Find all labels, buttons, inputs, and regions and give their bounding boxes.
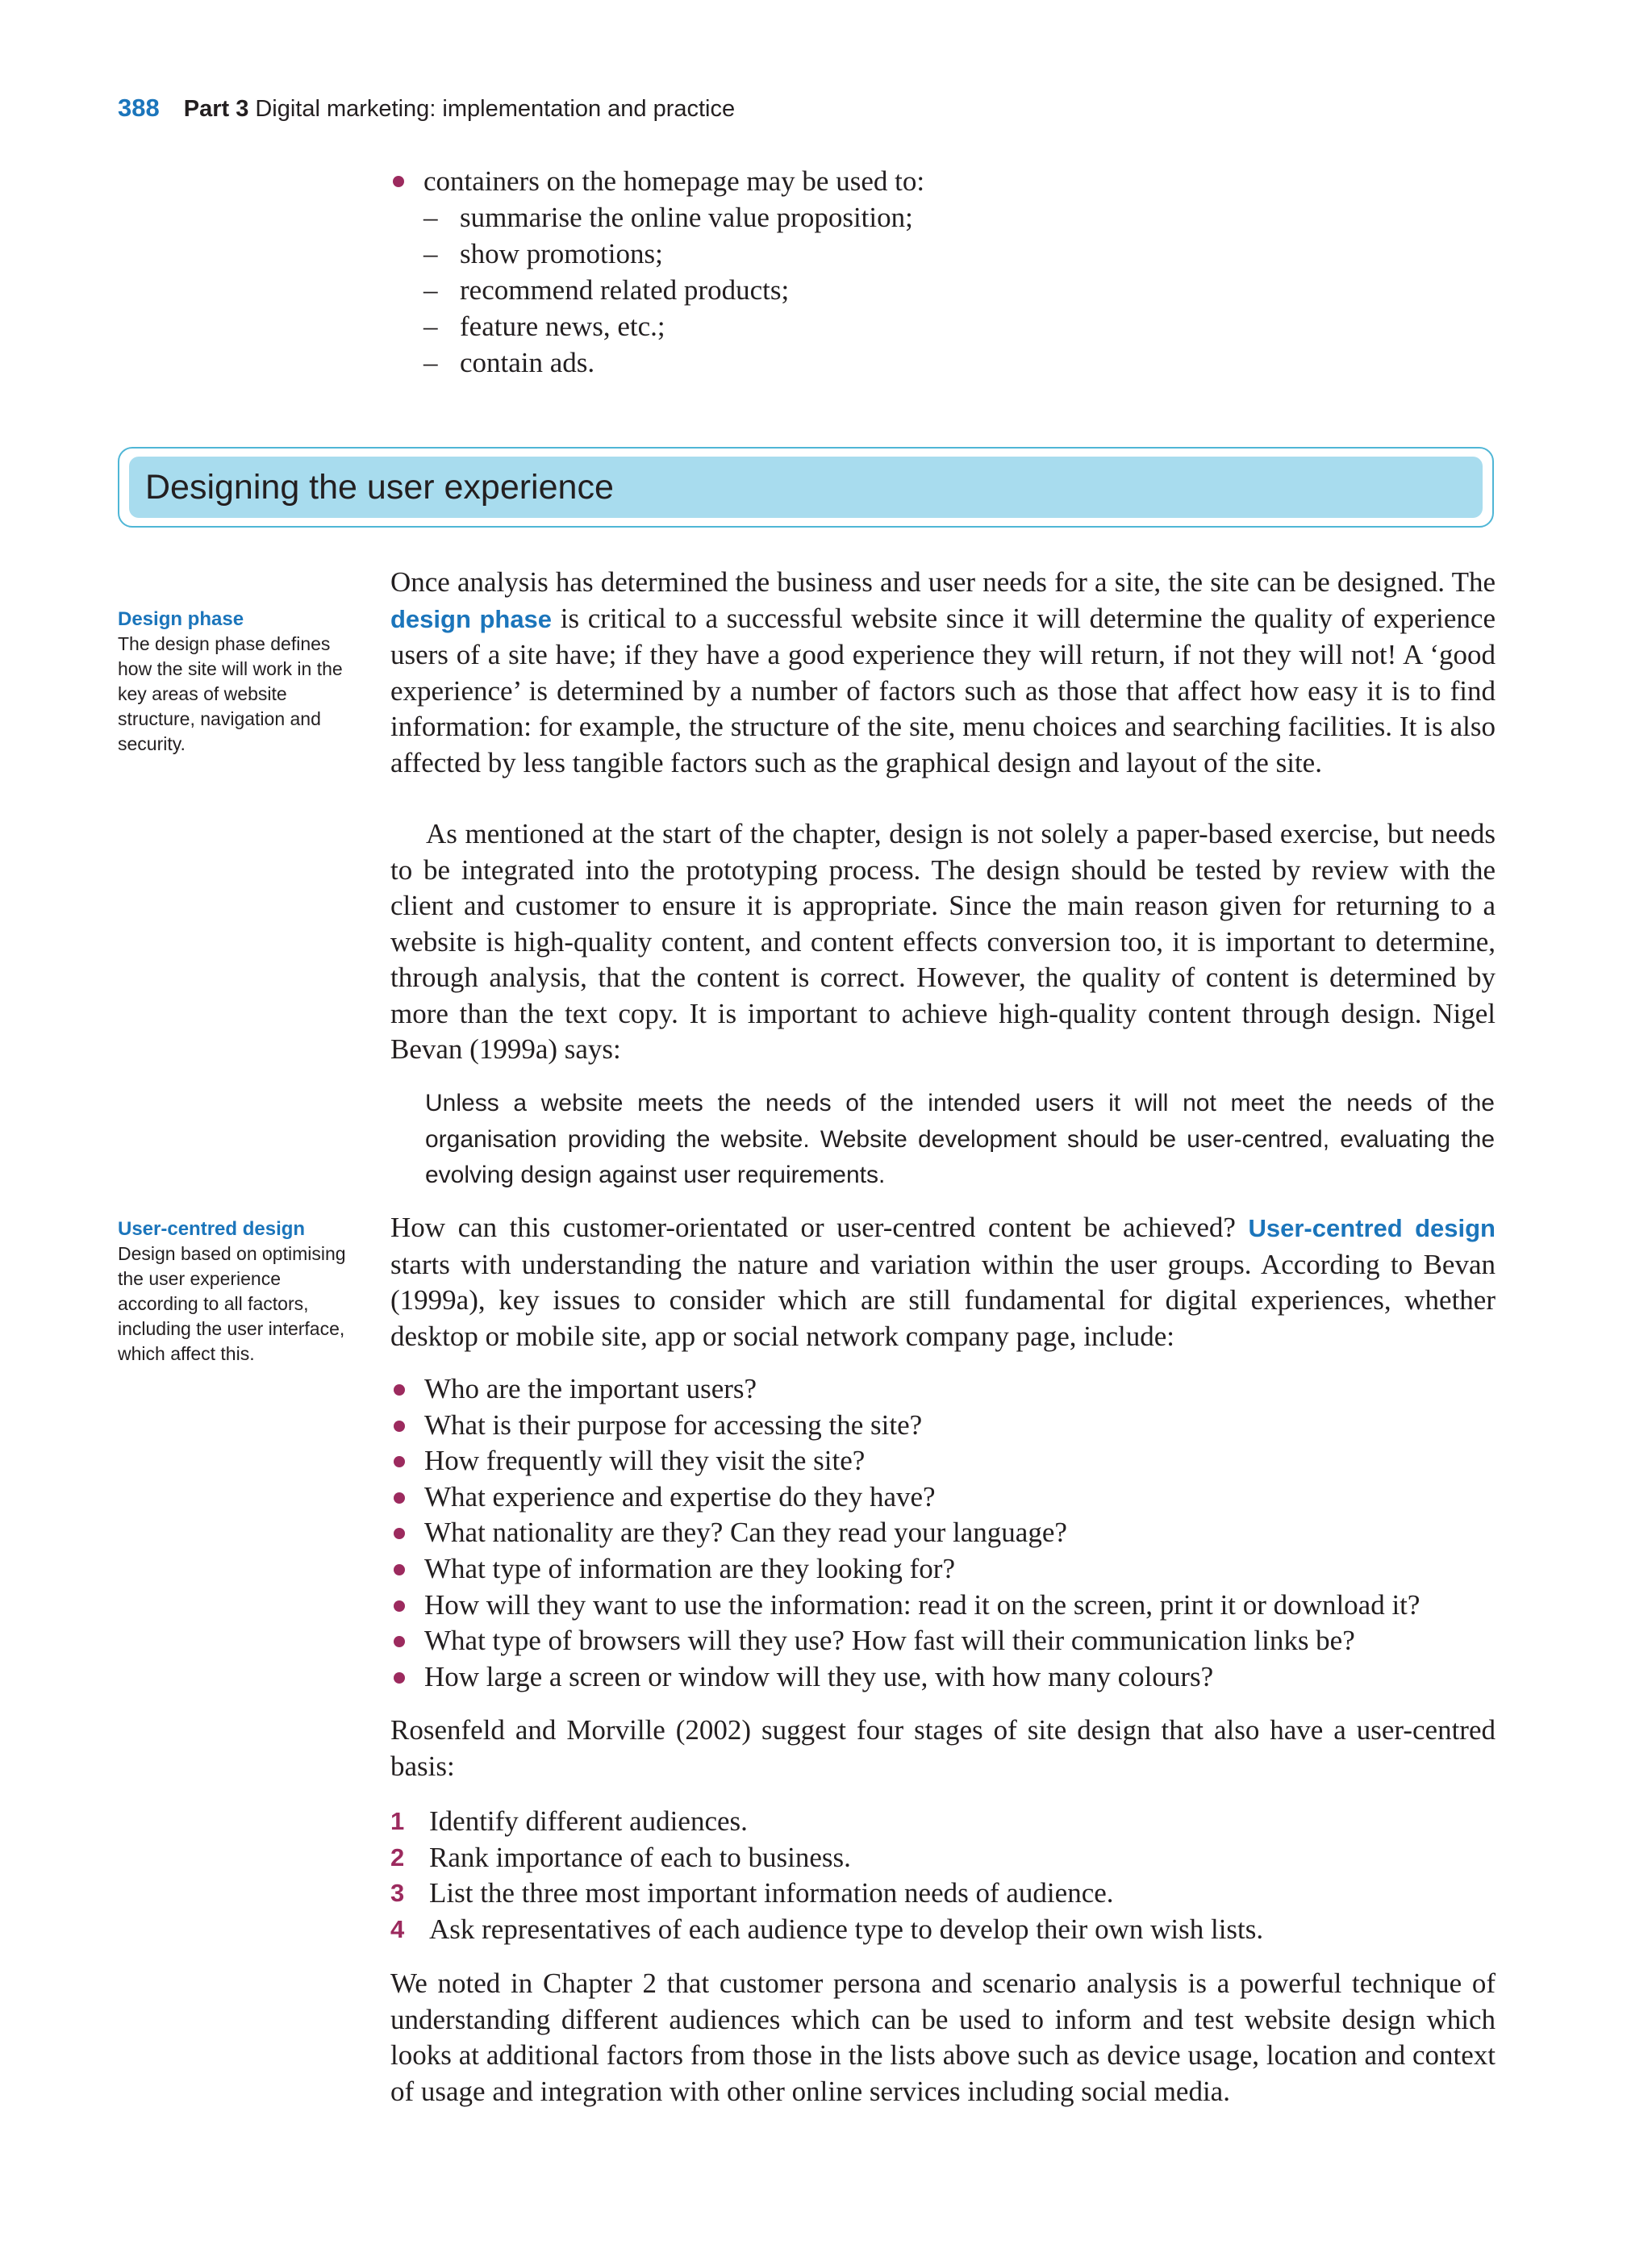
list-item (390, 1876, 1496, 1912)
list-item (390, 1408, 1496, 1444)
bullet-icon (394, 1564, 405, 1575)
list-item-text: What type of browsers will they use? How fast will their communication links be? (424, 1625, 1355, 1657)
bullet-icon (394, 1492, 405, 1504)
list-item (390, 1551, 1496, 1588)
key-issues-list (390, 1371, 1496, 1695)
dash-icon: – (423, 202, 438, 233)
sub-list-item (390, 199, 1495, 236)
list-item-text: containers on the homepage may be used to: (423, 165, 925, 197)
margin-note-design-phase (118, 607, 352, 757)
list-item (390, 1588, 1496, 1624)
bullet-icon (394, 1636, 405, 1647)
paragraph-design-phase (390, 565, 1496, 781)
sub-list-item (390, 236, 1495, 272)
bullet-icon (394, 1528, 405, 1539)
sub-list-item-text: contain ads. (460, 347, 595, 378)
site-design-stages-list (390, 1804, 1496, 1947)
block-quote-bevan: Unless a website meets the needs of the intended users it will not meet the needs of the organisation providing the website. Website development should be user-centred, evaluating the evolving design against user requirements. (425, 1090, 1495, 1188)
list-item (390, 1623, 1496, 1659)
list-item-text: Who are the important users? (424, 1373, 757, 1404)
paragraph-persona: We noted in Chapter 2 that customer persona and scenario analysis is a powerful technique of understanding different audiences which can be used to inform and test website design which looks at additional factors from those in the lists above such as device usage, location and context of usage and integration with other online services including social media. (390, 1968, 1496, 2107)
sub-list-item (390, 308, 1495, 344)
list-number: 3 (390, 1879, 405, 1908)
keyword-design-phase: design phase (390, 604, 553, 633)
part-label: Part 3 (183, 96, 249, 122)
bullet-icon (394, 1421, 405, 1432)
list-item-text: What type of information are they looking for? (424, 1552, 955, 1584)
list-item (390, 1371, 1496, 1408)
list-item-text: What nationality are they? Can they read your language? (424, 1517, 1067, 1549)
dash-icon: – (423, 311, 438, 342)
margin-note-term: Design phase (118, 608, 244, 630)
list-item (390, 1912, 1496, 1948)
list-number: 1 (390, 1807, 405, 1835)
paragraph-text: How can this customer-orientated or user-centred content be achieved? (390, 1212, 1249, 1243)
paragraph-text: Once analysis has determined the business and user needs for a site, the site can be designed. The (390, 566, 1496, 598)
list-item (390, 1659, 1496, 1696)
list-number: 2 (390, 1842, 405, 1872)
keyword-user-centred-design: User-centred design (1248, 1214, 1496, 1242)
margin-note-definition: Design based on optimising the user experience according to all factors, including the user interface, which affect this. (118, 1243, 346, 1364)
sub-list (390, 199, 1495, 381)
margin-note-user-centred-design (118, 1216, 352, 1367)
dash-icon: – (423, 238, 438, 269)
list-item (390, 1479, 1496, 1516)
sub-list-item-text: show promotions; (460, 238, 663, 269)
list-item-text: How frequently will they visit the site? (424, 1445, 866, 1477)
part-title: Digital marketing: implementation and practice (255, 96, 736, 122)
margin-note-definition: The design phase defines how the site will work in the key areas of website structure, navigation and security. (118, 633, 343, 754)
list-item-text: What experience and expertise do they have? (424, 1480, 936, 1513)
sub-list-item (390, 272, 1495, 308)
bullet-icon (394, 1384, 405, 1396)
list-item-text: How large a screen or window will they use, with how many colours? (424, 1660, 1214, 1692)
bullet-icon (394, 1672, 405, 1684)
list-item-text: Identify different audiences. (429, 1805, 748, 1837)
bullet-icon (394, 1456, 405, 1467)
paragraph-rosenfeld: Rosenfeld and Morville (2002) suggest four stages of site design that also have a user-centred basis: (390, 1714, 1496, 1782)
sub-list-item-text: recommend related products; (460, 274, 790, 306)
bullet-icon (394, 1600, 405, 1612)
bullet-icon (393, 176, 404, 187)
list-item-text: What is their purpose for accessing the site? (424, 1408, 923, 1441)
paragraph-user-centred (390, 1210, 1496, 1354)
section-title: Designing the user experience (145, 468, 614, 507)
list-item (390, 1804, 1496, 1840)
list-item-text: List the three most important information needs of audience. (429, 1877, 1114, 1909)
page-number: 388 (118, 94, 160, 122)
homepage-containers-list (390, 163, 1495, 381)
sub-list-item-text: feature news, etc.; (460, 311, 665, 342)
list-item (390, 1443, 1496, 1479)
list-item-text: Ask representatives of each audience type to develop their own wish lists. (429, 1913, 1264, 1945)
paragraph-text: is critical to a successful website since it will determine the quality of experience users of a site have; if they have a good experience they will return, if not they will not! A ‘good experience’ is determined by a number of factors such as those that affect how easy it is to find information: for example, the structure of the site, menu choices and searching facilities. It is also affected by less tangible factors such as the graphical design and layout of the site. (390, 602, 1496, 778)
list-item (390, 163, 1495, 381)
running-header (118, 94, 735, 123)
dash-icon: – (423, 274, 438, 306)
sub-list-item-text: summarise the online value proposition; (460, 202, 913, 233)
list-item (390, 1515, 1496, 1551)
paragraph-text: starts with understanding the nature and variation within the user groups. According to Bevan (1999a), key issues to consider which are still fundamental for digital experiences, whether desktop or mobile site, app or social network company page, include: (390, 1248, 1496, 1352)
dash-icon: – (423, 347, 438, 378)
list-item-text: Rank importance of each to business. (429, 1841, 851, 1873)
list-item-text: How will they want to use the information: read it on the screen, print it or download it? (424, 1588, 1420, 1621)
margin-note-term: User-centred design (118, 1218, 306, 1240)
paragraph-content-design: As mentioned at the start of the chapter, design is not solely a paper-based exercise, but needs to be integrated into the prototyping process. The design should be tested by review with the client and customer to ensure it is appropriate. Since the main reason given for returning to a website is high-quality content, and content effects conversion too, it is important to determine, through analysis, that the content is correct. However, the quality of content is determined by more than the text copy. It is important to achieve high-quality content through design. Nigel Bevan (1999a) says: (390, 818, 1496, 1065)
sub-list-item (390, 344, 1495, 381)
list-item (390, 1840, 1496, 1876)
list-number: 4 (390, 1914, 405, 1943)
